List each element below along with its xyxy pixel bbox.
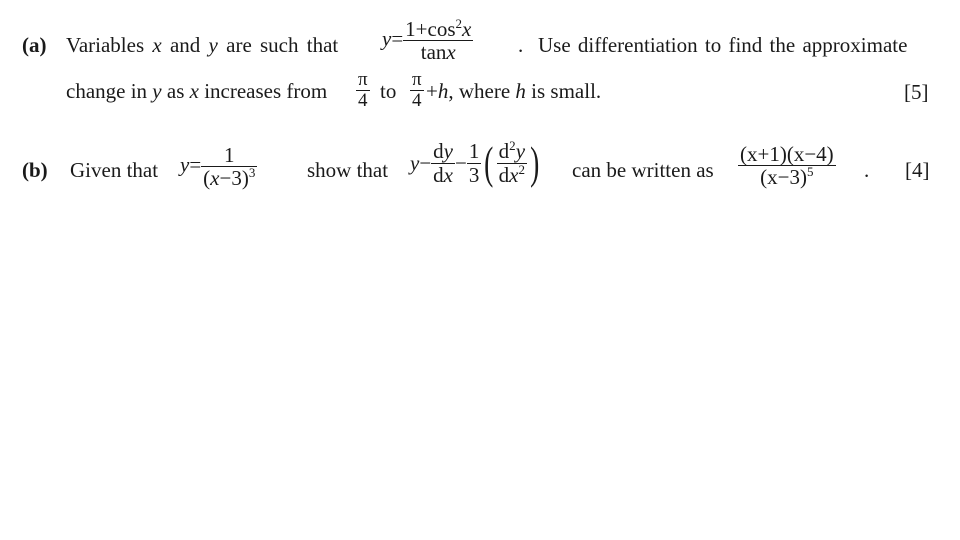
den-var: x: [446, 40, 456, 65]
eq-b-sign: =: [189, 152, 202, 177]
equation-b: [180, 144, 257, 189]
part-a-line1-rest: [538, 33, 907, 58]
period-b: [864, 158, 869, 183]
fraction-a-denominator: [403, 41, 473, 63]
pi-over-4-first: [356, 70, 370, 111]
d2-y: y: [515, 139, 526, 164]
dy-d: d: [433, 139, 444, 164]
dy-dx: [431, 140, 455, 185]
num-var: x: [462, 17, 472, 41]
show-that: [307, 158, 388, 183]
part-a-label-text: (a): [22, 33, 47, 57]
num-sup: 2: [455, 16, 463, 31]
dy: [431, 140, 455, 163]
result-den-sup: 5: [807, 164, 814, 180]
d2-sup: 2: [509, 138, 516, 154]
period-a-text: .: [518, 33, 524, 57]
marks-a-text: [5]: [904, 80, 929, 104]
given-that-text: Given that: [70, 158, 159, 182]
pi-num: π: [358, 69, 368, 90]
result-fraction: [738, 143, 836, 188]
frac-pi-4: [356, 70, 370, 111]
dx2-sup: 2: [518, 161, 526, 177]
result-numerator: (x+1)(x−4): [740, 142, 834, 166]
fraction-a-numerator: [403, 18, 473, 41]
var-y: y: [208, 33, 218, 57]
frac-pi-4-b: [410, 70, 424, 111]
and-text: and: [169, 33, 201, 57]
den-open: (: [203, 166, 211, 191]
eq-a-lhs: y: [382, 26, 392, 51]
part-b-label: [22, 158, 48, 183]
period-b-text: .: [864, 158, 870, 182]
den-fn: tan: [420, 40, 447, 65]
period-a: [518, 33, 523, 58]
fraction-b-numerator: 1: [201, 144, 257, 167]
four-den: 4: [358, 89, 368, 111]
var-x: x: [152, 33, 162, 57]
fraction-a: [403, 18, 473, 63]
pi-over-4-second: [410, 70, 424, 111]
marks-b: [905, 158, 930, 183]
dx2: [497, 161, 527, 187]
eq-a-sign: =: [391, 26, 404, 51]
change-in-text: change in: [66, 79, 148, 103]
dx2-x: x: [509, 162, 519, 187]
line1-rest-text: Use differentiation to find the approximate: [538, 33, 908, 57]
intro-text: Variables: [66, 33, 145, 57]
dy-y: y: [443, 139, 453, 164]
result-denominator: [738, 166, 836, 188]
to-text: [380, 79, 396, 104]
marks-a: [904, 80, 929, 105]
paren-open: (: [484, 137, 494, 188]
result-den-base: (x−3): [760, 165, 807, 190]
is-small-text: is small.: [531, 79, 602, 103]
h-var: h: [437, 79, 449, 103]
equation-a: [382, 18, 473, 63]
den-rest: −3): [219, 166, 249, 191]
part-a-label: [22, 33, 47, 58]
part-a-intro: [66, 33, 338, 58]
can-be-written-as: [572, 158, 714, 183]
dx-d: d: [433, 162, 444, 187]
minus-1: −: [419, 150, 432, 175]
paren-close: ): [530, 137, 540, 188]
d2y: [497, 140, 527, 163]
expr-y: y: [410, 150, 420, 175]
dx: [431, 164, 455, 186]
three: 3: [468, 162, 480, 187]
can-be-written-as-text: can be written as: [572, 158, 714, 182]
given-that: [70, 158, 158, 183]
fraction-b: [201, 144, 257, 189]
dx-x: x: [443, 162, 453, 187]
d2-d: d: [498, 139, 510, 164]
where-text: where: [458, 79, 511, 103]
such-that-text: are such that: [226, 33, 339, 57]
plus-h: [426, 79, 601, 104]
four-den-b: 4: [412, 89, 422, 111]
show-that-text: show that: [307, 158, 389, 182]
part-a-line2: [66, 79, 327, 104]
fraction-b-denominator: [201, 167, 257, 189]
part-b-label-text: (b): [22, 158, 48, 182]
one: 1: [468, 139, 480, 164]
minus-2: −: [455, 150, 467, 175]
one-third: [467, 140, 482, 185]
derivative-expression: [410, 137, 542, 188]
as-text: as: [166, 79, 185, 103]
num-prefix: 1+cos: [405, 17, 456, 41]
increases-from-text: increases from: [204, 79, 328, 103]
dx2-d: d: [498, 162, 510, 187]
plus-sign: +: [426, 79, 438, 103]
h-var-2: h: [515, 79, 526, 103]
d2y-dx2: [497, 140, 527, 185]
result-frac: [738, 143, 836, 188]
marks-b-text: [4]: [905, 158, 930, 182]
pi-num-b: π: [412, 69, 422, 90]
den-var-b: x: [210, 166, 220, 191]
den-sup-b: 3: [248, 165, 256, 181]
eq-b-lhs: y: [180, 152, 190, 177]
line2-y: y: [152, 79, 162, 103]
line2-x: x: [189, 79, 199, 103]
comma: ,: [448, 79, 454, 103]
to-label: to: [380, 79, 397, 103]
